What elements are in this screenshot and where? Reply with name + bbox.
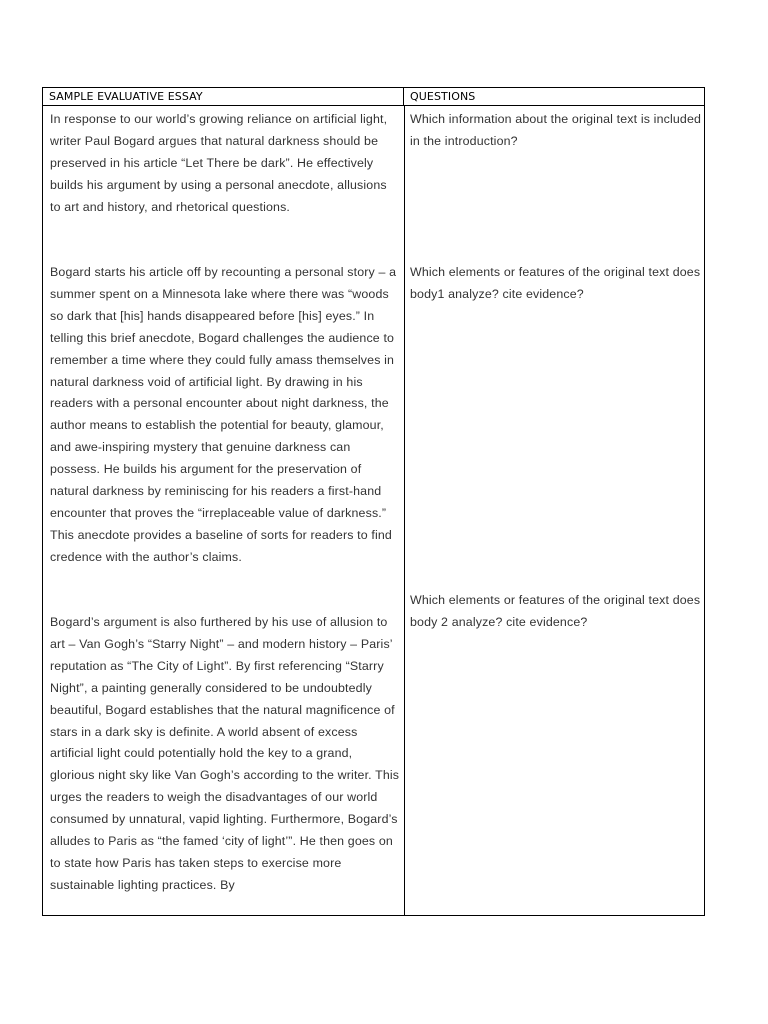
question-body-2: Which elements or features of the original text does body 2 analyze? cite evidence? bbox=[410, 593, 701, 629]
essay-introduction: In response to our world’s growing reliance on artificial light, writer Paul Bogard argues that natural darkness should be preserved in his article “Let There be dark”. He effectively builds his argument by using a personal anecdote, allusions to art and history, and rhetorical questions. bbox=[50, 112, 388, 214]
essay-body-1: Bogard starts his article off by recounting a personal story – a summer spent on a Minnesota lake where there was “woods so dark that [his] hands disappeared before [his] eyes.” In telling this brief anecdote, Bogard challenges the audience to remember a time where they could fully amass themselves in natural darkness void of artificial light. By drawing in his readers with a personal encounter about night darkness, the author means to establish the potential for beauty, glamour, and awe-inspiring mystery that genuine darkness can possess. He builds his argument for the preservation of natural darkness by reminiscing for his readers a first-hand encounter that proves the “irreplaceable value of darkness.” This anecdote provides a baseline of sorts for readers to find credence with the author’s claims. bbox=[50, 265, 397, 564]
questions-column-header: QUESTIONS bbox=[404, 88, 704, 106]
column-divider bbox=[404, 106, 405, 915]
question-introduction: Which information about the original text is included in the introduction? bbox=[410, 112, 702, 148]
essay-table bbox=[42, 87, 705, 916]
question-body-1: Which elements or features of the original text does body1 analyze? cite evidence? bbox=[410, 265, 701, 301]
essay-column-header: SAMPLE EVALUATIVE ESSAY bbox=[43, 88, 404, 106]
essay-body-2: Bogard’s argument is also furthered by his use of allusion to art – Van Gogh’s “Starry Night” – and modern history – Paris’ reputation as “The City of Light”. By first referencing “Starry Night”, a painting generally considered to be undoubtedly beautiful, Bogard establishes that the natural magnificence of stars in a dark sky is definite. A world absent of excess artificial light could potentially hold the key to a grand, glorious night sky like Van Gogh’s according to the writer. This urges the readers to weigh the disadvantages of our world consumed by unnatural, vapid lighting. Furthermore, Bogard’s alludes to Paris as “the famed ‘city of light’”. He then goes on to state how Paris has taken steps to exercise more sustainable lighting practices. By bbox=[50, 615, 400, 892]
